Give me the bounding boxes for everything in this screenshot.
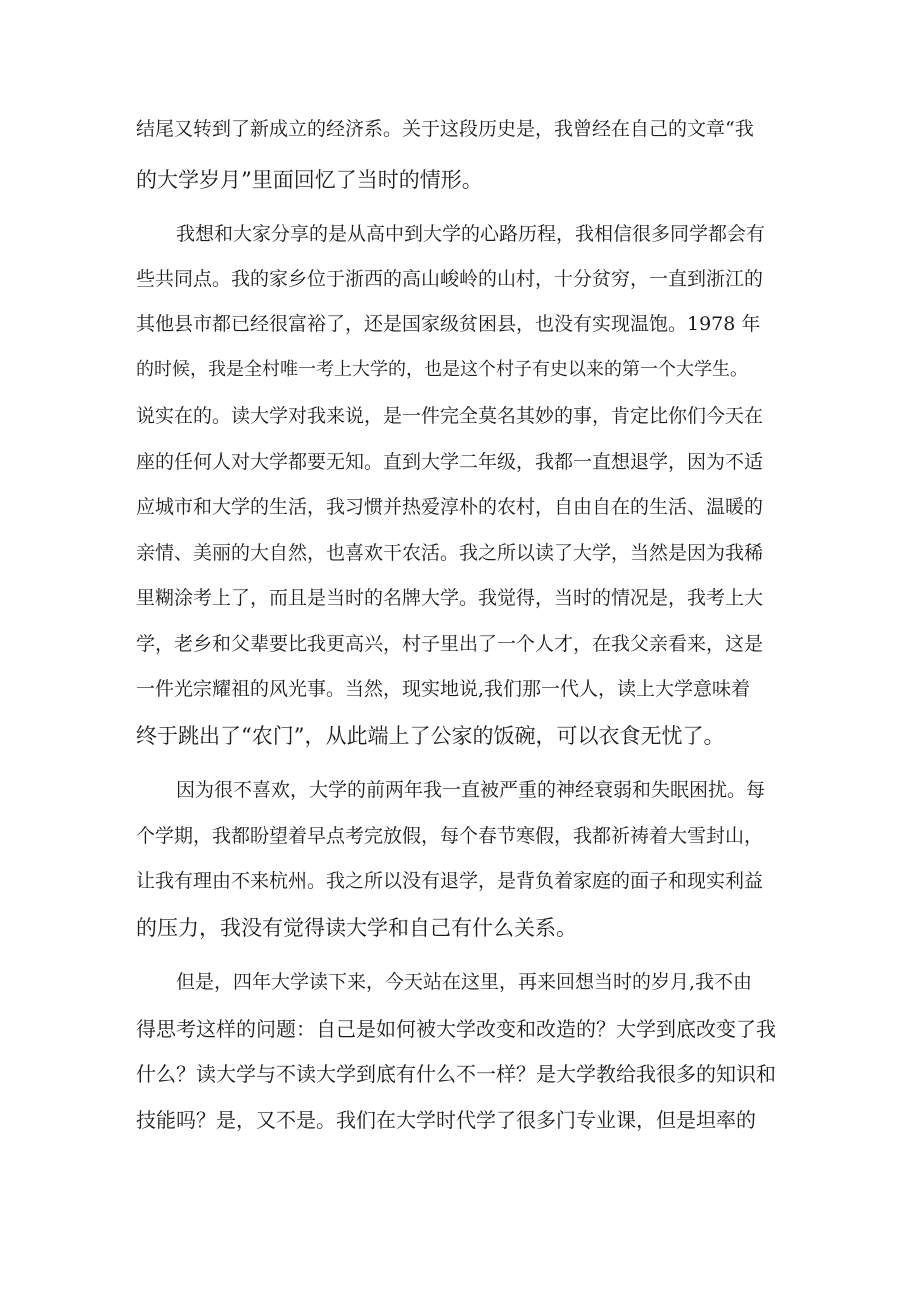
text-line: 的时候，我是全村唯一考上大学的，也是这个村子有史以来的第一个大学生。	[136, 359, 748, 380]
text-line: 些共同点。我的家乡位于浙西的高山峻岭的山村，十分贫穷，一直到浙江的	[136, 268, 764, 290]
text-line: 里糊涂考上了，而且是当时的名牌大学。我觉得，当时的情况是，我考上大	[136, 587, 764, 609]
text-line: 一件光宗耀祖的风光事。当然，现实地说,我们那一代人，读上大学意味着	[136, 678, 751, 700]
text-line: 学，老乡和父辈要比我更高兴，村子里出了一个人才，在我父亲看来，这是	[136, 633, 764, 655]
text-line: 其他县市都已经很富裕了，还是国家级贫困县，也没有实现温饱。1978 年	[136, 313, 761, 335]
paragraph-first-line: 因为很不喜欢，大学的前两年我一直被严重的神经衰弱和失眠困扰。每	[176, 779, 766, 801]
text-line: 说实在的。读大学对我来说，是一件完全莫名其妙的事，肯定比你们今天在	[136, 405, 764, 427]
paragraph-first-line: 我想和大家分享的是从高中到大学的心路历程，我相信很多同学都会有	[176, 223, 766, 245]
text-line: 终于跳出了“农门”，从此端上了公家的饭碗，可以衣食无忧了。	[136, 724, 725, 748]
text-line: 座的任何人对大学都要无知。直到大学二年级，我都一直想退学，因为不适	[136, 451, 764, 473]
text-line: 亲情、美丽的大自然，也喜欢干农活。我之所以读了大学，当然是因为我稀	[136, 542, 764, 564]
text-line: 什么？读大学与不读大学到底有什么不一样？是大学教给我很多的知识和	[136, 1062, 776, 1086]
text-line: 个学期，我都盼望着早点考完放假，每个春节寒假，我都祈祷着大雪封山，	[136, 825, 764, 847]
paragraph-first-line: 但是，四年大学读下来，今天站在这里，再来回想当时的岁月,我不由	[176, 971, 753, 993]
text-line: 结尾又转到了新成立的经济系。关于这段历史是，我曾经在自己的文章“我	[136, 118, 754, 140]
text-line: 技能吗？是，又不是。我们在大学时代学了很多门专业课，但是坦率的	[136, 1108, 756, 1132]
text-line: 的大学岁月”里面回忆了当时的情形。	[136, 168, 483, 192]
text-line: 的压力，我没有觉得读大学和自己有什么关系。	[136, 916, 577, 940]
text-line: 让我有理由不来杭州。我之所以没有退学，是背负着家庭的面子和现实利益	[136, 870, 764, 892]
text-line: 得思考这样的问题：自己是如何被大学改变和改造的？大学到底改变了我	[136, 1017, 776, 1041]
text-line: 应城市和大学的生活，我习惯并热爱淳朴的农村，自由自在的生活、温暖的	[136, 496, 764, 518]
